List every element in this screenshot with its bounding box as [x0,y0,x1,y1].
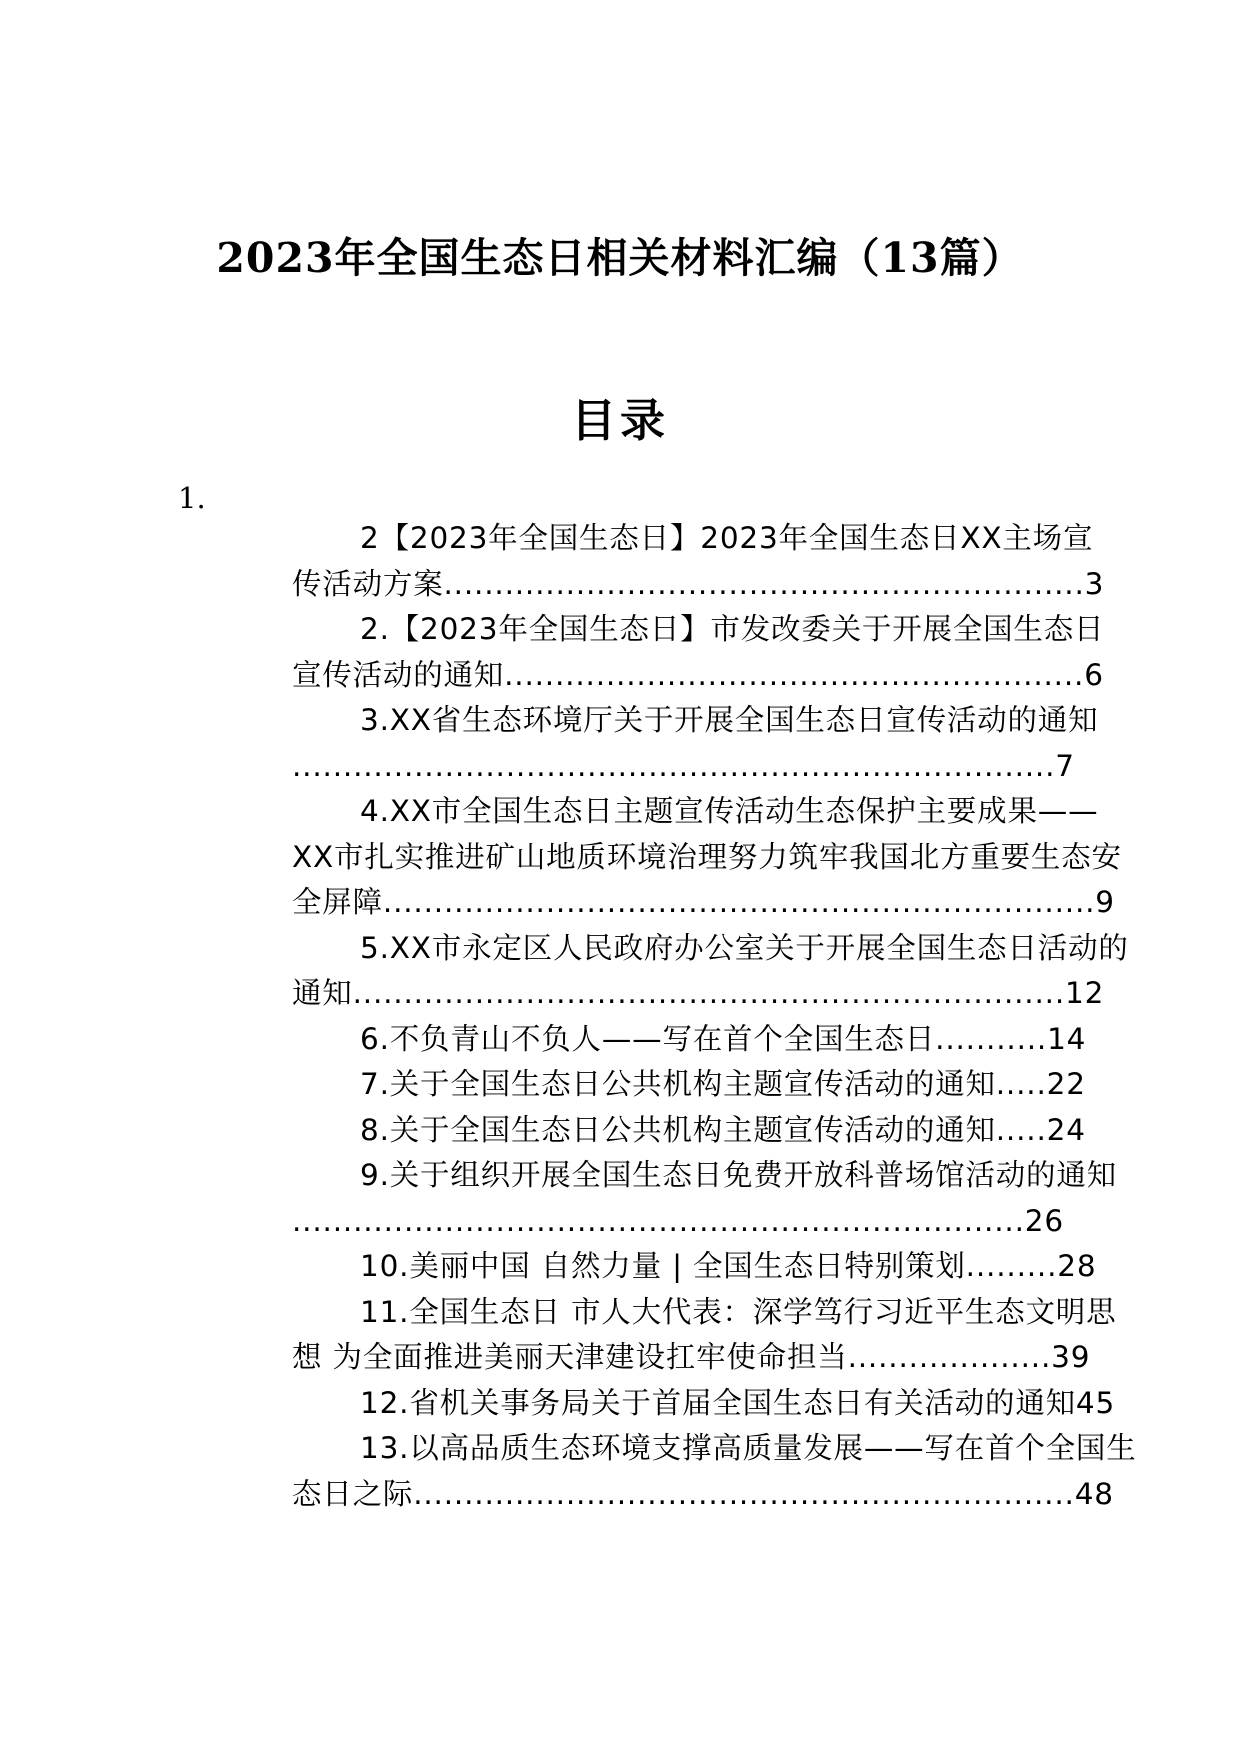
toc-entry-line: XX市扎实推进矿山地质环境治理努力筑牢我国北方重要生态安 [292,839,1122,874]
toc-entry-13[interactable] [156,1426,1137,1517]
toc-entry-line: ........................................................................26 [292,1203,1064,1238]
toc-entry-line: 11.全国生态日 市人大代表：深学笃行习近平生态文明思 [360,1294,1117,1329]
toc-entry-line: 全屏障......................................................................9 [292,885,1115,919]
document-title: 2023年全国生态日相关材料汇编（13篇） [216,234,1024,282]
toc-entry-line: 7.关于全国生态日公共机构主题宣传活动的通知.....22 [360,1067,1086,1101]
toc-entry-2[interactable] [156,607,1105,698]
toc-entry-12[interactable] [156,1381,1116,1427]
toc-entry-5[interactable] [156,926,1129,1017]
toc-entry-1[interactable] [156,516,1105,607]
toc-entry-10[interactable] [156,1244,1097,1290]
toc-entry-line: 6.不负青山不负人——写在首个全国生态日...........14 [360,1021,1087,1056]
toc-entry-line: 9.关于组织开展全国生态日免费开放科普场馆活动的通知 [360,1158,1117,1192]
toc-entry-line: 13.以高品质生态环境支撑高质量发展——写在首个全国生 [360,1431,1137,1465]
toc-entry-line: ...........................................................................7 [292,748,1075,783]
toc-entry-11[interactable] [156,1290,1117,1381]
toc-entry-8[interactable] [156,1108,1086,1154]
toc-entry-line: 5.XX市永定区人民政府办公室关于开展全国生态日活动的 [360,930,1129,965]
toc-entry-line: 3.XX省生态环境厅关于开展全国生态日宣传活动的通知 [360,703,1099,737]
toc-entry-line: 4.XX市全国生态日主题宣传活动生态保护主要成果—— [360,794,1099,828]
toc-entry-line: 2.【2023年全国生态日】市发改委关于开展全国生态日 [360,612,1105,646]
toc-entry-6[interactable] [156,1017,1087,1063]
table-of-contents [156,516,1137,1517]
list-number-marker: 1. [178,481,206,515]
toc-entry-line: 传活动方案...............................................................3 [292,566,1105,601]
toc-entry-line: 8.关于全国生态日公共机构主题宣传活动的通知.....24 [360,1112,1086,1147]
toc-entry-line: 想 为全面推进美丽天津建设扛牢使命担当....................39 [292,1340,1091,1374]
toc-entry-9[interactable] [156,1153,1117,1244]
toc-entry-line: 通知......................................................................12 [292,976,1105,1010]
toc-entry-7[interactable] [156,1062,1086,1108]
toc-entry-line: 2【2023年全国生态日】2023年全国生态日XX主场宣 [360,521,1094,555]
toc-entry-line: 12.省机关事务局关于首届全国生态日有关活动的通知45 [360,1385,1116,1420]
toc-entry-line: 宣传活动的通知.........................................................6 [292,657,1104,692]
toc-entry-3[interactable] [156,698,1099,789]
toc-heading: 目录 [570,394,669,447]
toc-entry-line: 态日之际.................................................................48 [292,1476,1114,1511]
toc-entry-4[interactable] [156,789,1122,926]
toc-entry-line: 10.美丽中国 自然力量 | 全国生态日特别策划.........28 [360,1249,1097,1283]
